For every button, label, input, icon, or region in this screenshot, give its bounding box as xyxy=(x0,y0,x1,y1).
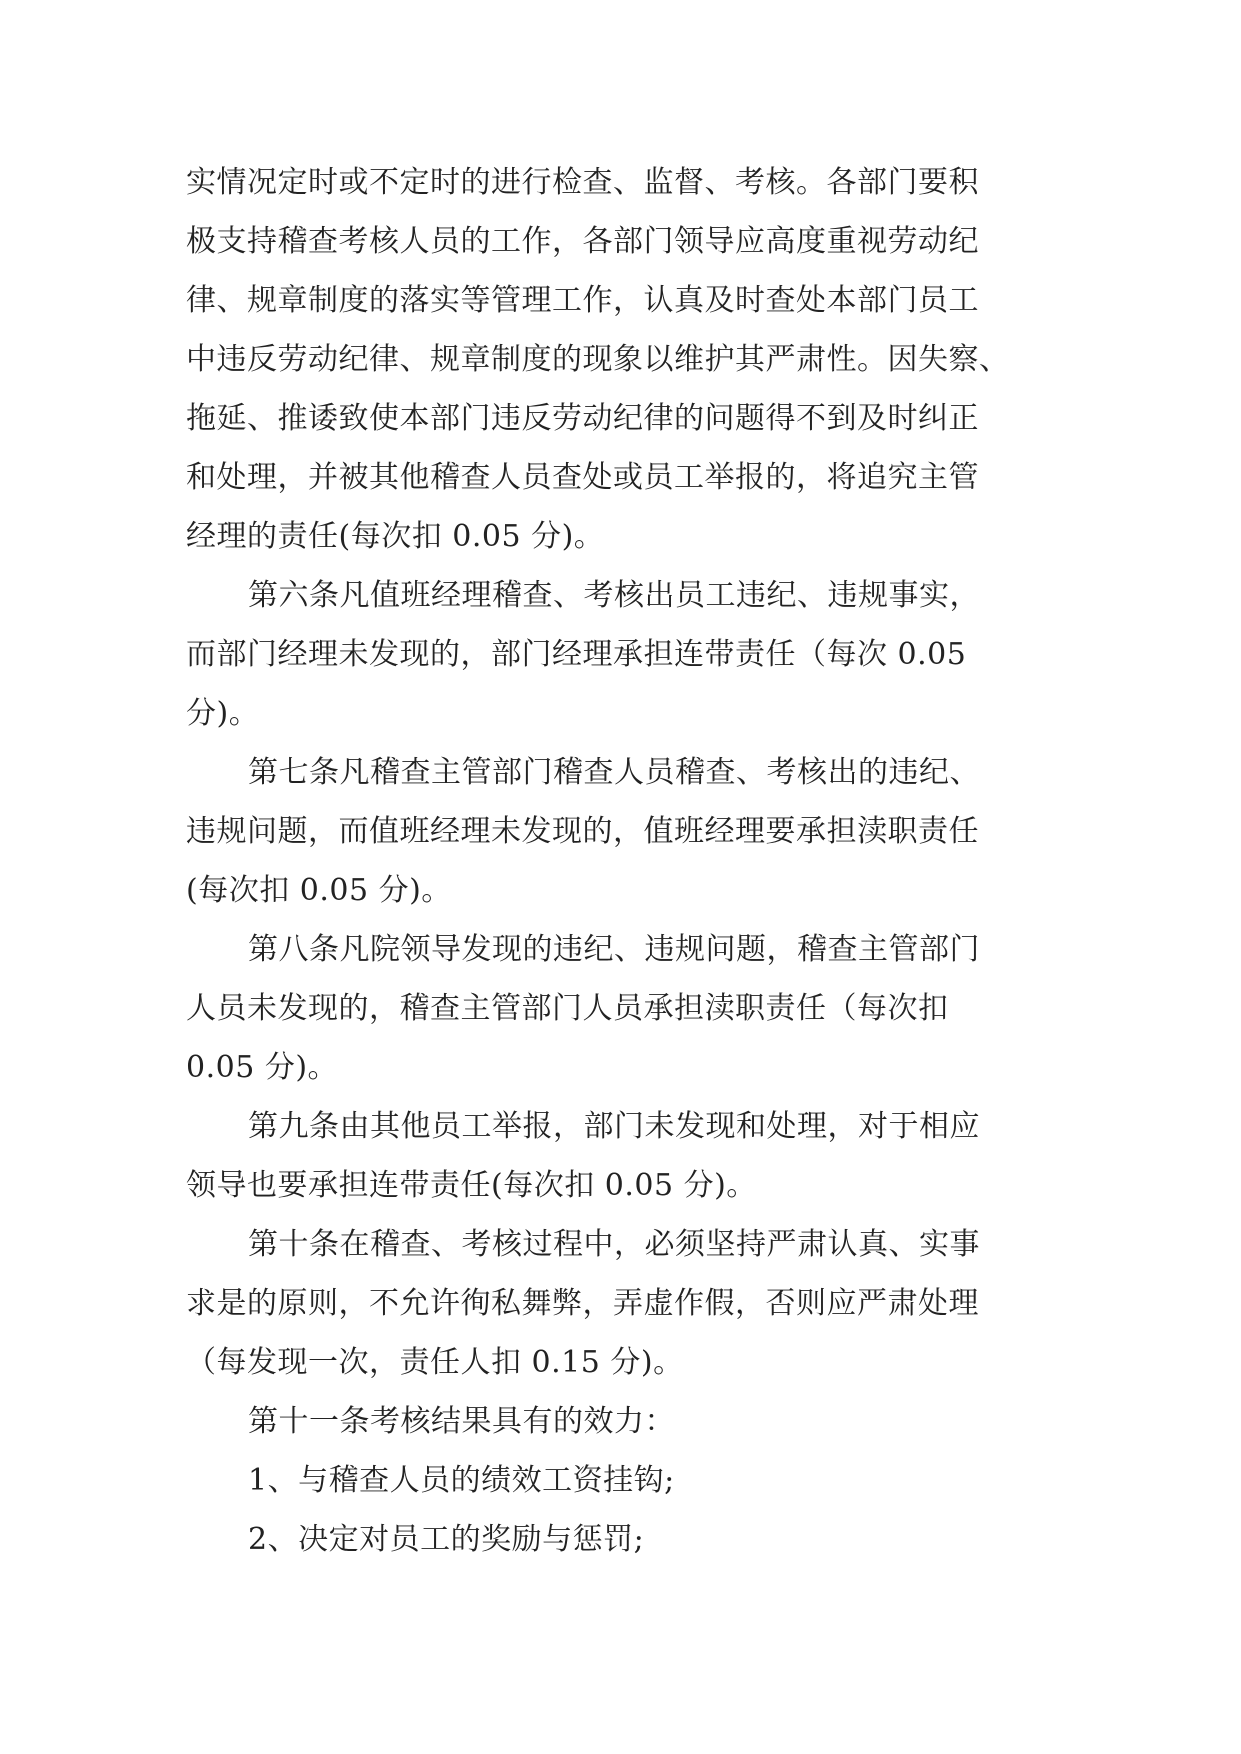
text-line: 领导也要承担连带责任(每次扣 0.05 分)。 xyxy=(186,1168,757,1203)
document-body xyxy=(186,153,1056,1569)
article-7-first-line: 第七条凡稽查主管部门稽查人员稽查、考核出的违纪、 xyxy=(248,755,980,790)
text-line: 极支持稽查考核人员的工作，各部门领导应高度重视劳动纪 xyxy=(186,224,979,259)
text-line: 求是的原则，不允许徇私舞弊，弄虚作假，否则应严肃处理 xyxy=(186,1286,979,1321)
text-line: 实情况定时或不定时的进行检查、监督、考核。各部门要积 xyxy=(186,165,979,200)
text-line: 0.05 分)。 xyxy=(186,1050,339,1085)
text-line: 人员未发现的，稽查主管部门人员承担渎职责任（每次扣 xyxy=(186,991,949,1026)
text-line: 和处理，并被其他稽查人员查处或员工举报的，将追究主管 xyxy=(186,460,979,495)
article-9-first-line: 第九条由其他员工举报，部门未发现和处理，对于相应 xyxy=(248,1109,980,1144)
list-item-2: 2、决定对员工的奖励与惩罚; xyxy=(248,1522,645,1557)
article-11-heading: 第十一条考核结果具有的效力： xyxy=(248,1404,675,1439)
list-item-1: 1、与稽查人员的绩效工资挂钩; xyxy=(248,1463,675,1498)
article-8-first-line: 第八条凡院领导发现的违纪、违规问题，稽查主管部门 xyxy=(248,932,980,967)
text-line: (每次扣 0.05 分)。 xyxy=(186,873,452,908)
text-line: 而部门经理未发现的，部门经理承担连带责任（每次 0.05 xyxy=(186,637,967,672)
article-10-first-line: 第十条在稽查、考核过程中，必须坚持严肃认真、实事 xyxy=(248,1227,980,1262)
text-line: 律、规章制度的落实等管理工作，认真及时查处本部门员工 xyxy=(186,283,979,318)
text-line: （每发现一次，责任人扣 0.15 分)。 xyxy=(186,1345,684,1380)
text-line: 分)。 xyxy=(186,696,260,731)
text-line: 经理的责任(每次扣 0.05 分)。 xyxy=(186,519,605,554)
text-line: 拖延、推诿致使本部门违反劳动纪律的问题得不到及时纠正 xyxy=(186,401,979,436)
text-line: 中违反劳动纪律、规章制度的现象以维护其严肃性。因失察、 xyxy=(186,342,1010,377)
article-6-first-line: 第六条凡值班经理稽查、考核出员工违纪、违规事实， xyxy=(248,578,980,613)
text-line: 违规问题，而值班经理未发现的，值班经理要承担渎职责任 xyxy=(186,814,979,849)
